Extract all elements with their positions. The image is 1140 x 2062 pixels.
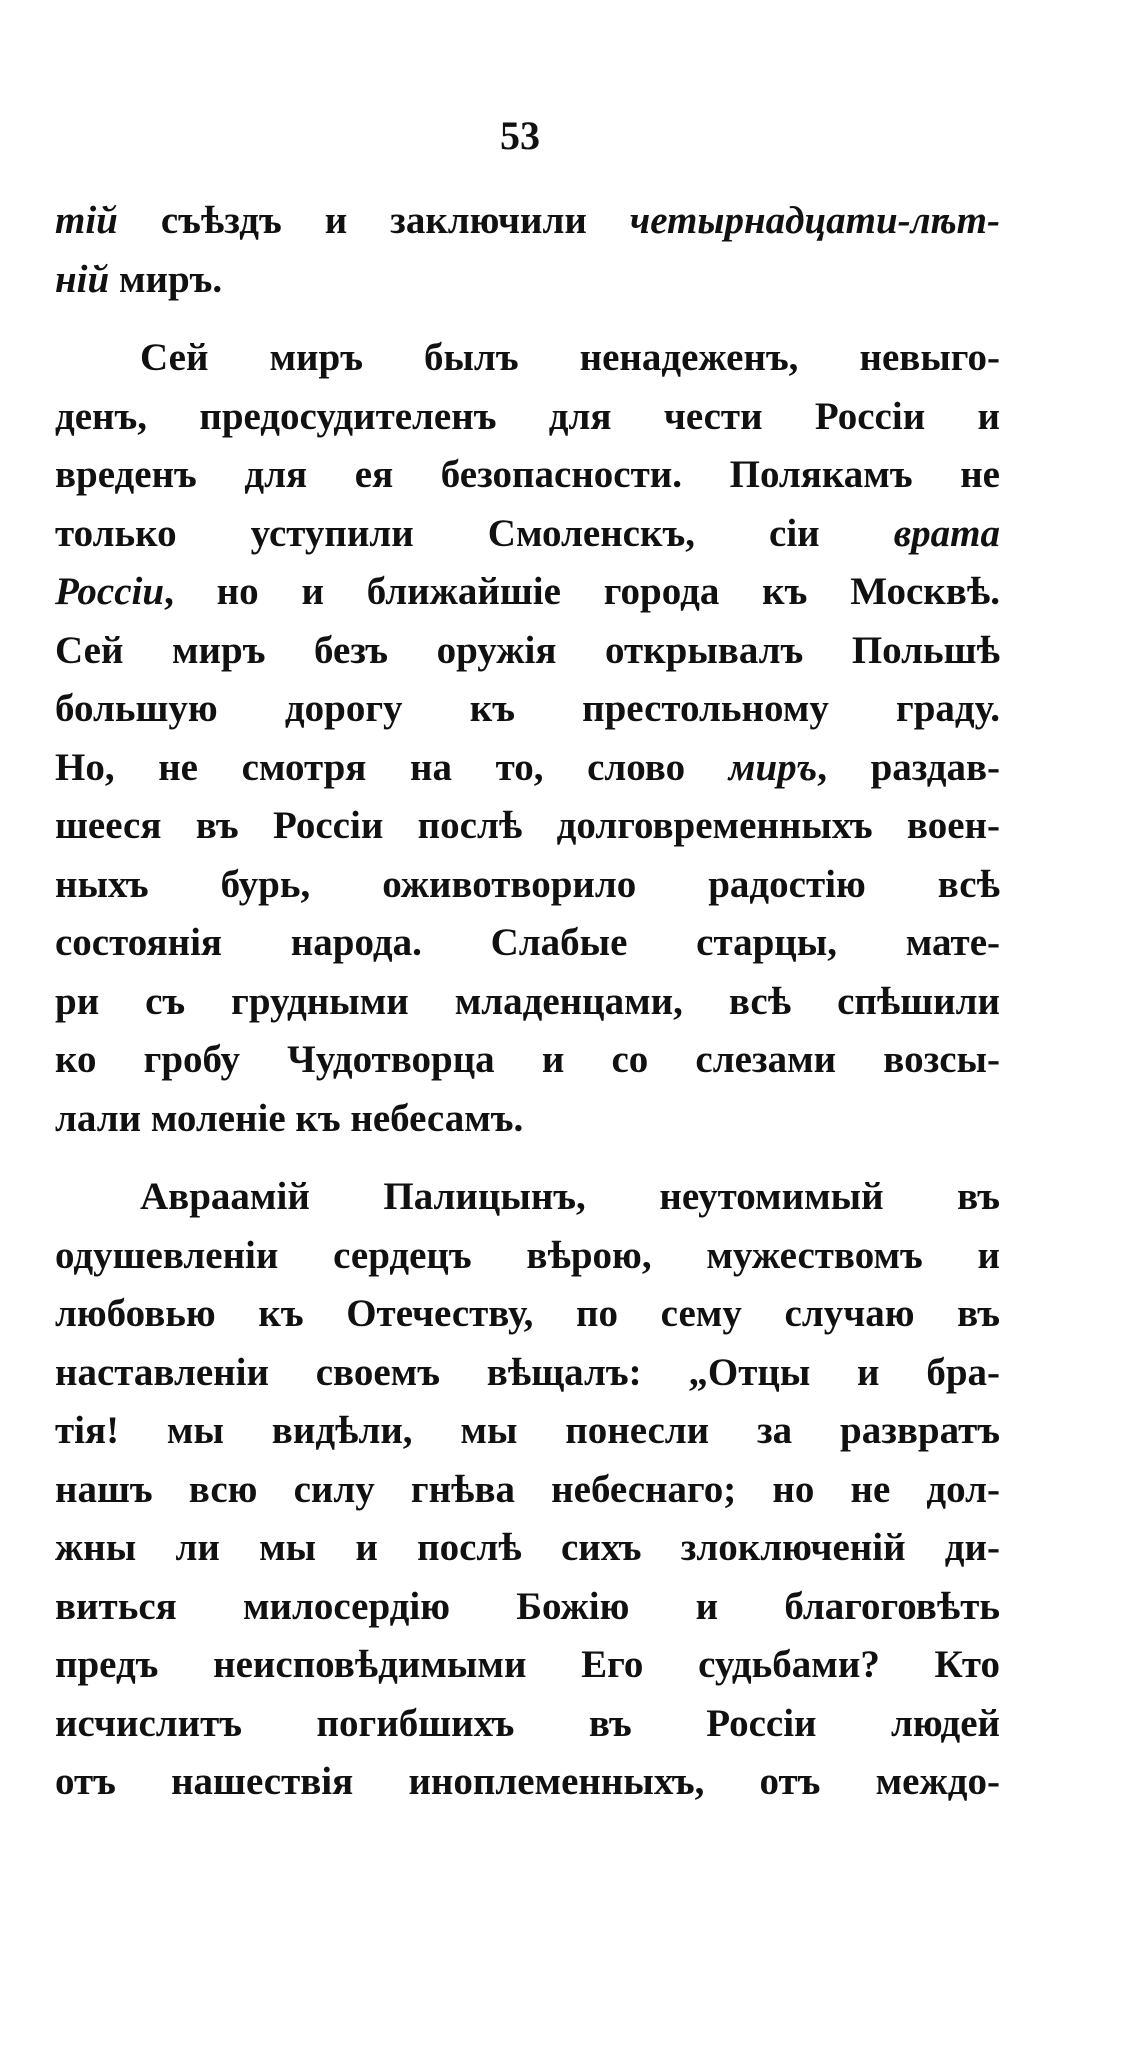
text-line xyxy=(55,1168,1000,1227)
text-line xyxy=(55,914,1000,973)
text-span: состоянія народа. Слабые старцы, мате- xyxy=(55,921,1000,964)
text-line xyxy=(55,1285,1000,1344)
text-span: отъ нашествія иноплеменныхъ, отъ междо- xyxy=(55,1760,1000,1803)
italic-text: Россіи xyxy=(55,570,165,613)
text-line xyxy=(55,622,1000,681)
text-span: Сей миръ былъ ненадеженъ, невыго- xyxy=(140,336,1000,379)
text-span: денъ, предосудителенъ для чести Россіи и xyxy=(55,394,1000,438)
text-span: виться милосердію Божію и благоговѣть xyxy=(55,1584,1000,1628)
text-span: ко гробу Чудотворца и со слезами возсы- xyxy=(55,1038,1000,1081)
text-line xyxy=(55,1461,1000,1520)
text-span: только уступили Смоленскъ, сіи xyxy=(55,511,894,555)
paragraph-gap xyxy=(55,1148,1000,1168)
text-span: Авраамій Палицынъ, неутомимый въ xyxy=(140,1175,1000,1218)
text-line xyxy=(55,797,1000,856)
text-span: , но и ближайшіе города къ Москвѣ. xyxy=(164,570,1000,613)
text-span: ри съ грудными младенцами, всѣ спѣшили xyxy=(55,979,1000,1023)
text-line xyxy=(55,446,1000,505)
text-line xyxy=(55,251,1000,310)
text-line xyxy=(55,329,1000,388)
text-line xyxy=(55,388,1000,447)
page-number: 53 xyxy=(500,113,540,158)
text-span: большую дорогу къ престольному граду. xyxy=(55,687,1000,730)
text-span: Но, не смотря на то, слово xyxy=(55,745,729,789)
text-span: съѣздъ и заключили xyxy=(117,199,630,242)
paragraph-gap xyxy=(55,309,1000,329)
italic-text: миръ xyxy=(728,745,818,789)
text-span: тія! мы видѣли, мы понесли за развратъ xyxy=(55,1409,1000,1452)
text-line xyxy=(55,1695,1000,1754)
italic-text: тій xyxy=(55,199,118,242)
text-line xyxy=(55,856,1000,915)
text-span: предъ неисповѣдимыми Его судьбами? Кто xyxy=(55,1643,1000,1686)
text-span: лали моленіе къ небесамъ. xyxy=(55,1096,524,1140)
text-span: ныхъ бурь, оживотворило радостію всѣ xyxy=(55,862,1000,906)
text-line xyxy=(55,680,1000,739)
text-line xyxy=(55,192,1000,251)
text-line xyxy=(55,1344,1000,1403)
text-span: , раздав- xyxy=(817,745,1000,789)
text-line xyxy=(55,1090,1000,1149)
text-line xyxy=(55,1402,1000,1461)
text-span: наставленіи своемъ вѣщалъ: „Отцы и бра- xyxy=(55,1350,1000,1394)
italic-text: ній xyxy=(55,257,110,301)
text-line xyxy=(55,563,1000,622)
text-line xyxy=(55,1636,1000,1695)
text-span: жны ли мы и послѣ сихъ злоключеній ди- xyxy=(55,1526,1000,1569)
text-span: исчислитъ погибшихъ въ Россіи людей xyxy=(55,1701,1000,1745)
text-span: одушевленіи сердецъ вѣрою, мужествомъ и xyxy=(55,1233,1000,1277)
text-span: вреденъ для ея безопасности. Полякамъ не xyxy=(55,453,1000,496)
text-line xyxy=(55,1031,1000,1090)
text-line xyxy=(55,1753,1000,1812)
italic-text: четырнадцати-лѣт- xyxy=(629,199,1000,242)
text-line xyxy=(55,1578,1000,1637)
text-span: миръ. xyxy=(109,257,223,301)
text-span: любовью къ Отечеству, по сему случаю въ xyxy=(55,1292,1000,1335)
body-text xyxy=(55,192,1000,1812)
text-line xyxy=(55,1227,1000,1286)
text-span: Сей миръ безъ оружія открывалъ Польшѣ xyxy=(55,628,1000,672)
text-span: шееся въ Россіи послѣ долговременныхъ воен- xyxy=(55,804,1000,847)
text-line xyxy=(55,1519,1000,1578)
text-line xyxy=(55,973,1000,1032)
italic-text: врата xyxy=(893,511,1000,555)
text-span: нашъ всю силу гнѣва небеснаго; но не дол- xyxy=(55,1467,1000,1511)
text-line xyxy=(55,739,1000,798)
text-line xyxy=(55,505,1000,564)
